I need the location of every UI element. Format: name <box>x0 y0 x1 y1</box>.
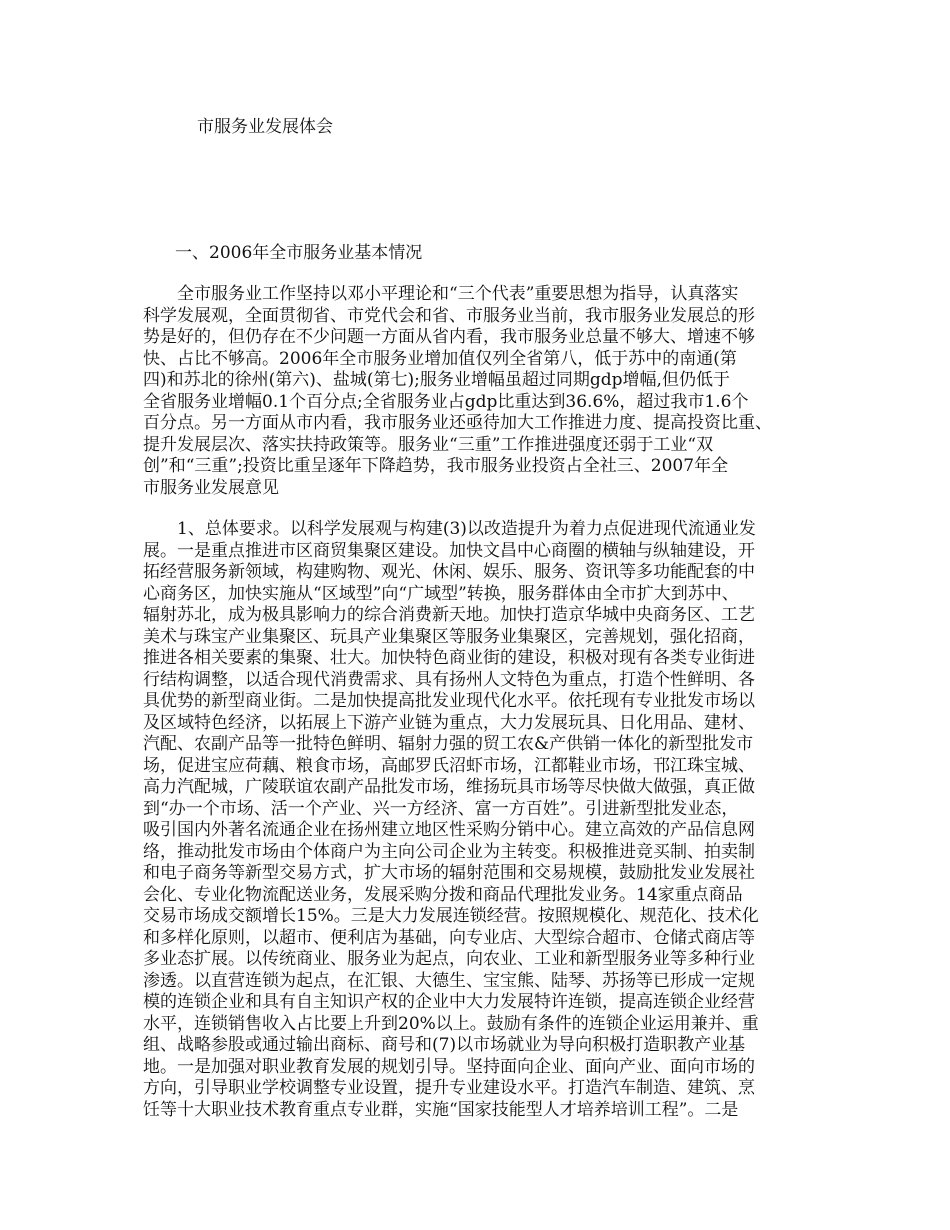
text-line: 和电子商务等新型交易方式，扩大市场的辐射范围和交易规模，鼓励批发业发展社 <box>143 863 755 883</box>
text-line: 科学发展观，全面贯彻省、市党代会和省、市服务业当前，我市服务业发展总的形 <box>143 305 755 326</box>
text-line: 水平，连锁销售收入占比要上升到20%以上。鼓励有条件的连锁企业运用兼并、重 <box>143 1013 759 1034</box>
section-heading: 一、2006年全市服务业基本情况 <box>175 243 423 263</box>
text-line: 拓经营服务新领域，构建购物、观光、休闲、娱乐、服务、资讯等多功能配套的中 <box>143 562 755 582</box>
text-line: 及区域特色经济，以拓展上下游产业链为重点，大力发展玩具、日化用品、建材、 <box>143 712 755 733</box>
text-line: 方向，引导职业学校调整专业设置，提升专业建设水平。打造汽车制造、建筑、烹 <box>143 1078 755 1098</box>
text-line: 交易市场成交额增长15%。三是大力发展连锁经营。按照规模化、规范化、技术化 <box>143 906 759 926</box>
text-line: 地。一是加强对职业教育发展的规划引导。坚持面向企业、面向产业、面向市场的 <box>143 1056 755 1077</box>
paragraph-service-overview <box>143 284 772 499</box>
text-line: 心商务区，加快实施从“区域型”向“广域型”转换，服务群体由全市扩大到苏中、 <box>143 583 739 604</box>
text-line: 辐射苏北，成为极具影响力的综合消费新天地。加快打造京华城中央商务区、工艺 <box>143 605 755 625</box>
text-line: 模的连锁企业和具有自主知识产权的企业中大力发展特许连锁，提高连锁企业经营 <box>143 992 755 1012</box>
text-line: 和多样化原则，以超市、便利店为基础，向专业店、大型综合超市、仓储式商店等 <box>143 927 755 948</box>
text-line: 多业态扩展。以传统商业、服务业为起点，向农业、工业和新型服务业等多种行业 <box>143 949 755 969</box>
text-line: 市服务业发展意见 <box>143 477 279 498</box>
text-line: 汽配、农副产品等一批特色鲜明、辐射力强的贸工农&产供销一体化的新型批发市 <box>143 734 754 754</box>
text-line: 会化、专业化物流配送业务，发展采购分拨和商品代理批发业务。14家重点商品 <box>143 884 743 905</box>
text-line: 到“办一个市场、活一个产业、兴一方经济、富一方百姓”。引进新型批发业态， <box>143 798 739 819</box>
text-line: 络，推动批发市场由个体商户为主向公司企业为主转变。积极推进竞买制、拍卖制 <box>143 841 755 862</box>
text-line: 提升发展层次、落实扶持政策等。服务业“三重”工作推进强度还弱于工业“双 <box>143 434 714 455</box>
paragraph-development-plan <box>143 519 759 1121</box>
text-line: 推进各相关要素的集聚、壮大。加快特色商业街的建设，积极对现有各类专业街进 <box>143 648 755 668</box>
text-line: 四)和苏北的徐州(第六)、盐城(第七);服务业增幅虽超过同期gdp增幅,但仍低于 <box>143 370 730 390</box>
text-line: 饪等十大职业技术教育重点专业群，实施“国家技能型人才培养培训工程”。二是 <box>143 1099 739 1120</box>
text-line: 高力汽配城，广陵联谊农副产品批发市场，维扬玩具市场等尽快做大做强，真正做 <box>143 777 755 797</box>
text-line: 1、总体要求。以科学发展观与构建(3)以改造提升为着力点促进现代流通业发 <box>177 519 756 539</box>
document-title: 市服务业发展体会 <box>197 117 333 137</box>
text-line: 势是好的，但仍存在不少问题一方面从省内看，我市服务业总量不够大、增速不够 <box>143 327 755 347</box>
text-line: 百分点。另一方面从市内看，我市服务业还亟待加大工作推进力度、提高投资比重、 <box>143 413 772 433</box>
text-line: 渗透。以直营连锁为起点，在汇银、大德生、宝宝熊、陆琴、苏扬等已形成一定规 <box>143 970 755 991</box>
text-line: 吸引国内外著名流通企业在扬州建立地区性采购分销中心。建立高效的产品信息网 <box>143 820 755 840</box>
text-line: 创”和“三重”;投资比重呈逐年下降趋势，我市服务业投资占全社三、2007年全 <box>143 456 729 476</box>
text-line: 场，促进宝应荷藕、粮食市场，高邮罗氏沼虾市场，江都鞋业市场，邗江珠宝城、 <box>143 755 755 776</box>
text-line: 美术与珠宝产业集聚区、玩具产业集聚区等服务业集聚区，完善规划，强化招商， <box>143 626 755 647</box>
text-line: 组、战略参股或通过输出商标、商号和(7)以市场就业为导向积极打造职教产业基 <box>143 1035 746 1055</box>
text-line: 全省服务业增幅0.1个百分点;全省服务业占gdp比重达到36.6%，超过我市1.6个 <box>143 391 749 412</box>
text-line: 具优势的新型商业街。二是加快提高批发业现代化水平。依托现有专业批发市场以 <box>143 691 755 711</box>
text-line: 展。一是重点推进市区商贸集聚区建设。加快文昌中心商圈的横轴与纵轴建设，开 <box>143 540 755 561</box>
text-line: 快、占比不够高。2006年全市服务业增加值仅列全省第八，低于苏中的南通(第 <box>143 348 737 369</box>
text-line: 全市服务业工作坚持以邓小平理论和“三个代表”重要思想为指导，认真落实 <box>177 284 739 304</box>
text-line: 行结构调整，以适合现代消费需求、具有扬州人文特色为重点，打造个性鲜明、各 <box>143 669 755 690</box>
